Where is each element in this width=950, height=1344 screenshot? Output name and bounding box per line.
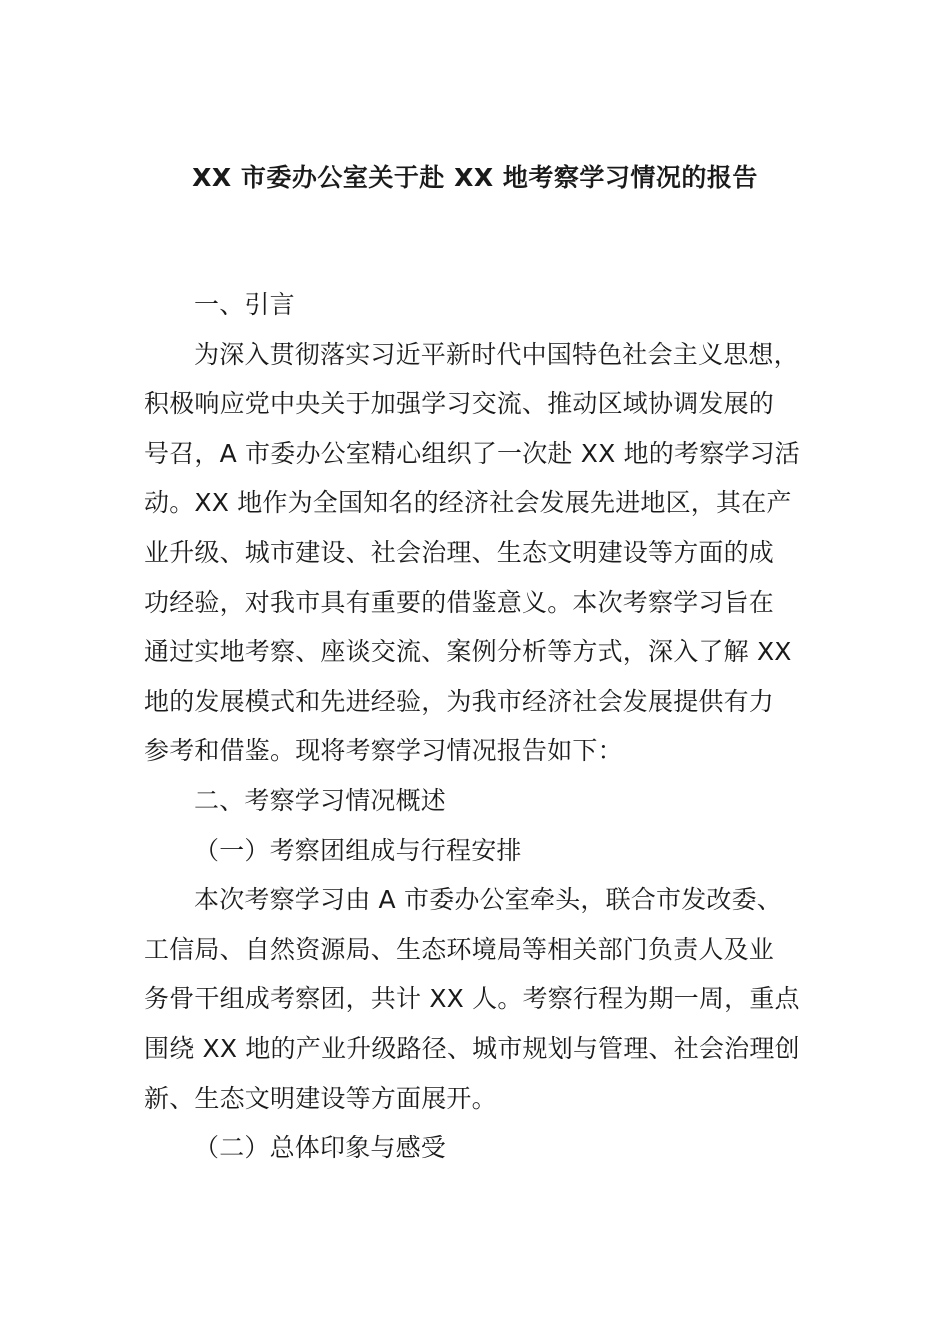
subsection-heading-team: （一）考察团组成与行程安排 xyxy=(194,835,522,865)
paragraph-line: 新、生态文明建设等方面展开。 xyxy=(144,1083,497,1113)
paragraph-line: 本次考察学习由 A 市委办公室牵头，联合市发改委、 xyxy=(194,885,782,915)
subsection-heading-impression: （二）总体印象与感受 xyxy=(194,1133,447,1163)
paragraph-line: 地的发展模式和先进经验，为我市经济社会发展提供有力 xyxy=(144,686,775,716)
document-body xyxy=(144,280,834,1173)
team-paragraph xyxy=(144,875,834,1123)
intro-paragraph xyxy=(144,330,834,776)
paragraph-line: 号召，A 市委办公室精心组织了一次赴 XX 地的考察学习活 xyxy=(144,438,800,468)
section-heading-intro: 一、引言 xyxy=(194,290,295,319)
paragraph-line: 为深入贯彻落实习近平新时代中国特色社会主义思想， xyxy=(194,339,799,369)
paragraph-line: 功经验，对我市具有重要的借鉴意义。本次考察学习旨在 xyxy=(144,587,775,617)
paragraph-line: 围绕 XX 地的产业升级路径、城市规划与管理、社会治理创 xyxy=(144,1033,800,1063)
paragraph-line: 参考和借鉴。现将考察学习情况报告如下： xyxy=(144,736,623,766)
paragraph-line: 务骨干组成考察团，共计 XX 人。考察行程为期一周，重点 xyxy=(144,984,800,1014)
paragraph-line: 业升级、城市建设、社会治理、生态文明建设等方面的成 xyxy=(144,537,775,567)
paragraph-line: 工信局、自然资源局、生态环境局等相关部门负责人及业 xyxy=(144,934,775,964)
section-heading-overview: 二、考察学习情况概述 xyxy=(194,785,447,815)
document-title: XX 市委办公室关于赴 XX 地考察学习情况的报告 xyxy=(192,163,758,192)
paragraph-line: 通过实地考察、座谈交流、案例分析等方式，深入了解 XX xyxy=(144,637,792,667)
paragraph-line: 积极响应党中央关于加强学习交流、推动区域协调发展的 xyxy=(144,389,775,419)
paragraph-line: 动。XX 地作为全国知名的经济社会发展先进地区，其在产 xyxy=(144,488,792,518)
